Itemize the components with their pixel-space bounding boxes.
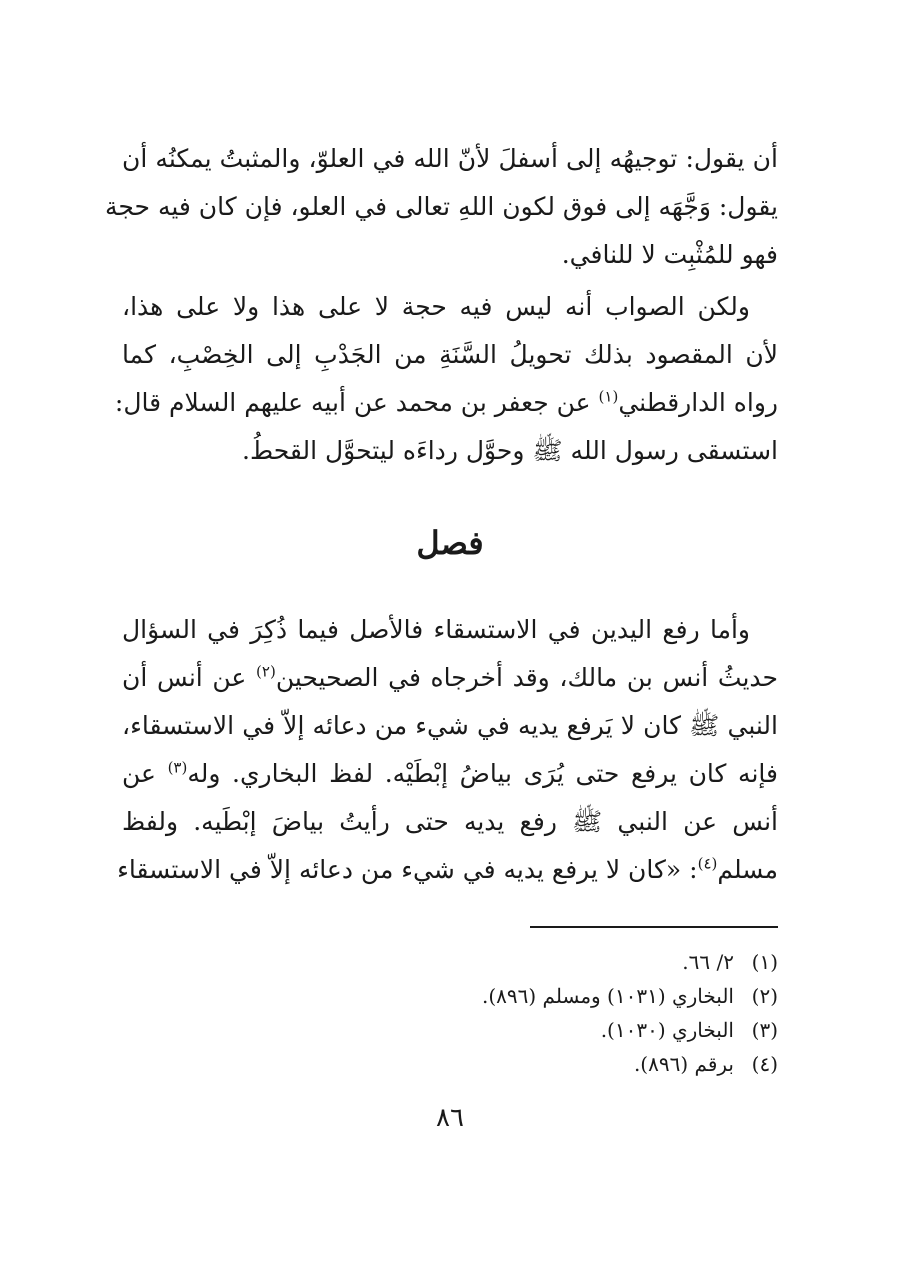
text-segment: عن [122, 759, 156, 788]
footnote-marker: (٣) [751, 1018, 778, 1042]
footnote-marker: (١) [751, 950, 778, 974]
footnote-text: برقم (٨٩٦). [633, 1052, 734, 1076]
text-line: وأما رفع اليدين في الاستسقاء فالأصل فيما ذُكِرَ في السؤال [122, 615, 750, 644]
text-segment: فإنه كان يرفع حتى يُرَى بياضُ إبْطَيْه. لفظ البخاري. وله [187, 759, 778, 788]
footnote-item [122, 945, 778, 979]
paragraph-1 [105, 135, 778, 279]
text-line: فهو للمُثْبِت لا للنافي. [561, 240, 778, 269]
section-heading: فصل [416, 524, 484, 562]
text-line: يقول: وَجَّهَه إلى فوق لكون اللهِ تعالى في العلو، فإن كان فيه حجة [105, 192, 778, 221]
text-segment: حديثُ أنس بن مالك، وقد أخرجاه في الصحيحين [275, 663, 778, 692]
footnote-marker: (٤) [751, 1052, 778, 1076]
footnote-ref-3: (٣) [167, 758, 188, 777]
paragraph-3 [117, 606, 778, 894]
footnote-text: البخاري (١٠٣١) ومسلم (٨٩٦). [481, 984, 734, 1008]
page-number: ٨٦ [436, 1103, 464, 1133]
text-line: أنس عن النبي ﷺ رفع يديه حتى رأيتُ بياضَ إبْطَيه. ولفظ [122, 807, 778, 836]
text-segment: : «كان لا يرفع يديه في شيء من دعائه إلاّ في الاستسقاء [117, 855, 698, 884]
text-segment: عن أنس أن [122, 663, 247, 692]
text-segment: مسلم [717, 855, 778, 884]
text-line: استسقى رسول الله ﷺ وحوَّل رداءَه ليتحوَّل القحطُ. [242, 436, 778, 465]
text-line [117, 846, 778, 894]
text-line [122, 654, 778, 702]
text-line [114, 379, 778, 427]
footnote-item [122, 1047, 778, 1081]
text-segment: رواه الدارقطني [618, 388, 778, 417]
footnote-item [122, 979, 778, 1013]
footnote-ref-2: (٢) [256, 662, 276, 681]
text-line: ولكن الصواب أنه ليس فيه حجة لا على هذا ولا على هذا، [122, 292, 750, 321]
paragraph-2 [114, 283, 778, 475]
book-page [105, 0, 778, 1271]
text-line: النبي ﷺ كان لا يَرفع يديه في شيء من دعائه إلاّ في الاستسقاء، [122, 711, 778, 740]
footnote-marker: (٢) [751, 984, 778, 1008]
text-line: أن يقول: توجيهُه إلى أسفلَ لأنّ الله في العلوّ، والمثبتُ يمكنُه أن [122, 144, 778, 173]
footnote-ref-4: (٤) [697, 854, 718, 873]
footnotes-list [122, 945, 778, 1081]
footnote-divider [530, 926, 778, 928]
footnote-ref-1: (١) [598, 387, 619, 406]
text-line [122, 750, 778, 798]
text-segment: عن جعفر بن محمد عن أبيه عليهم السلام قال: [114, 388, 591, 417]
footnote-text: البخاري (١٠٣٠). [600, 1018, 734, 1042]
footnote-text: ٢/ ٦٦. [682, 950, 734, 974]
footnote-item [122, 1013, 778, 1047]
text-line: لأن المقصود بذلك تحويلُ السَّنَةِ من الجَدْبِ إلى الخِصْبِ، كما [122, 340, 778, 369]
